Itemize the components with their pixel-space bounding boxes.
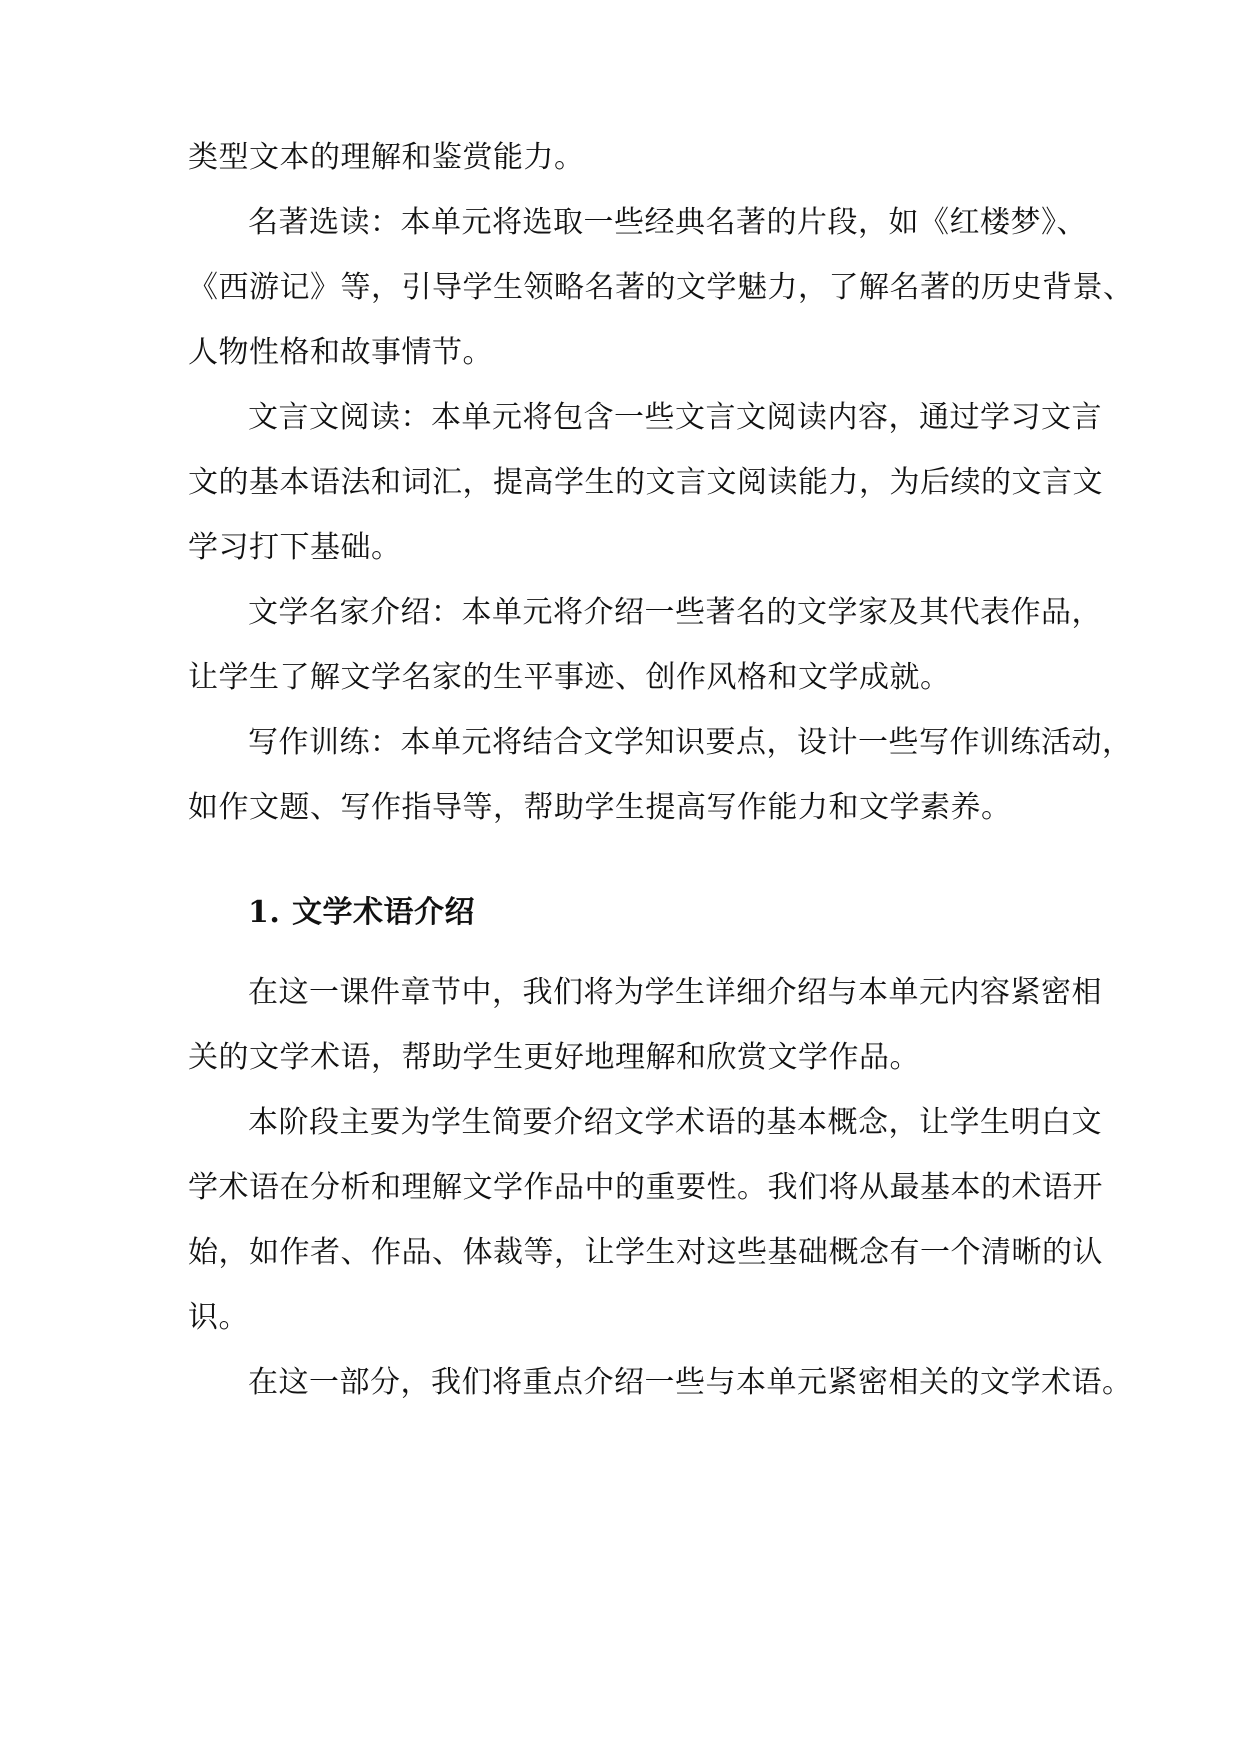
paragraph-line: 学习打下基础。 — [188, 530, 402, 565]
paragraph-line: 在这一课件章节中，我们将为学生详细介绍与本单元内容紧密相 — [248, 975, 1102, 1010]
paragraph-line: 人物性格和故事情节。 — [188, 335, 493, 370]
section-heading-number: 1. — [248, 895, 281, 930]
paragraph-line: 始，如作者、作品、体裁等，让学生对这些基础概念有一个清晰的认 — [188, 1235, 1103, 1270]
paragraph-line: 本阶段主要为学生简要介绍文学术语的基本概念，让学生明白文 — [248, 1105, 1102, 1140]
paragraph-line: 文言文阅读：本单元将包含一些文言文阅读内容，通过学习文言 — [248, 400, 1102, 435]
paragraph-line: 文的基本语法和词汇，提高学生的文言文阅读能力，为后续的文言文 — [188, 465, 1103, 500]
section-heading — [248, 893, 475, 933]
paragraph-line: 关的文学术语，帮助学生更好地理解和欣赏文学作品。 — [188, 1040, 920, 1075]
paragraph-line: 名著选读：本单元将选取一些经典名著的片段，如《红楼梦》、 — [248, 205, 1087, 240]
section-heading-title: 文学术语介绍 — [292, 895, 475, 930]
paragraph-line: 类型文本的理解和鉴赏能力。 — [188, 140, 585, 175]
paragraph-line: 识。 — [188, 1300, 249, 1335]
paragraph-line: 《西游记》等，引导学生领略名著的文学魅力，了解名著的历史背景、 — [188, 270, 1134, 305]
paragraph-line: 学术语在分析和理解文学作品中的重要性。我们将从最基本的术语开 — [188, 1170, 1103, 1205]
paragraph-line: 写作训练：本单元将结合文学知识要点，设计一些写作训练活动， — [248, 725, 1133, 760]
paragraph-line: 如作文题、写作指导等，帮助学生提高写作能力和文学素养。 — [188, 790, 1012, 825]
paragraph-line: 文学名家介绍：本单元将介绍一些著名的文学家及其代表作品， — [248, 595, 1102, 630]
paragraph-line: 让学生了解文学名家的生平事迹、创作风格和文学成就。 — [188, 660, 951, 695]
paragraph-line: 在这一部分，我们将重点介绍一些与本单元紧密相关的文学术语。 — [248, 1365, 1133, 1400]
